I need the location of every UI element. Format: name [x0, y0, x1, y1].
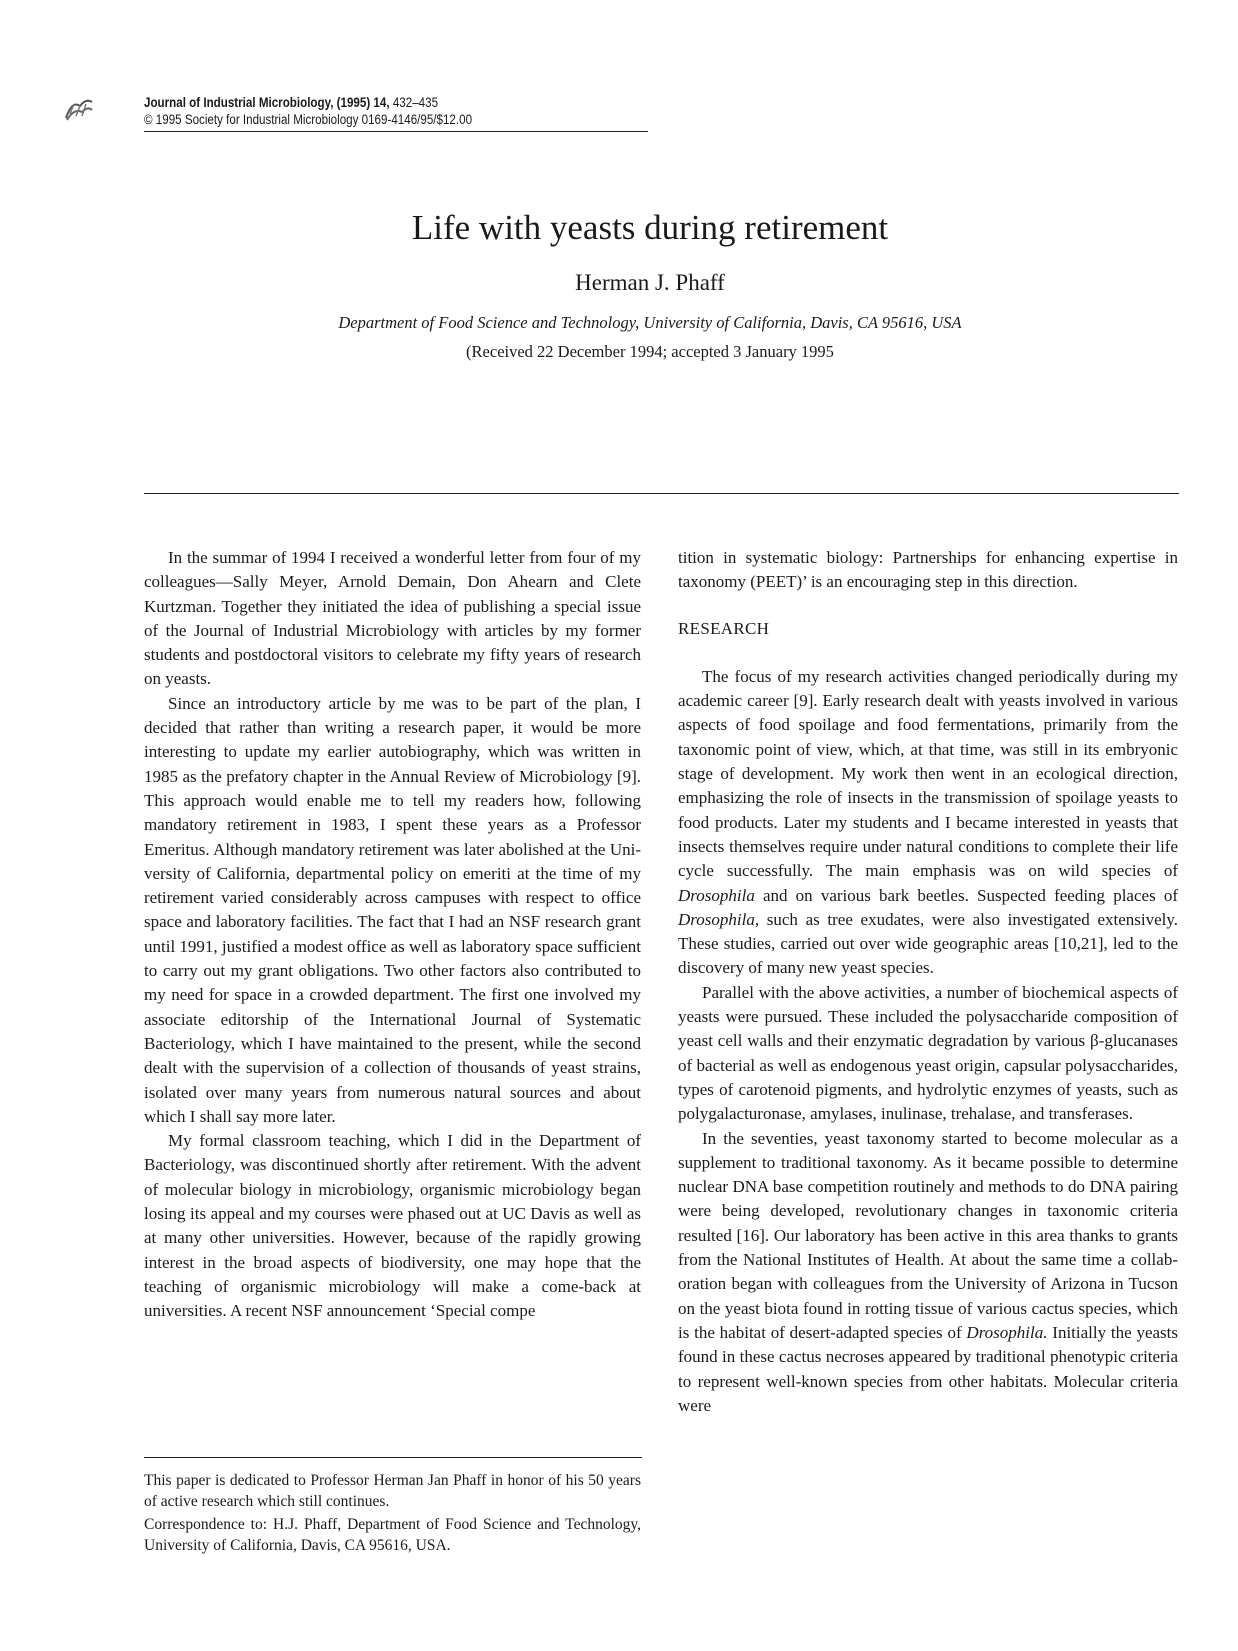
received-dates: (Received 22 December 1994; accepted 3 January 1995: [466, 342, 834, 361]
footnotes: [144, 1470, 641, 1558]
dedication-note: This paper is dedicated to Professor Herman Jan Phaff in honor of his 50 years of active research which still continues.: [144, 1472, 641, 1510]
copyright-line: © 1995 Society for Industrial Microbiology 0169-4146/95/$12.00: [144, 112, 473, 127]
text-run: and on various bark beetles. Suspected feeding places of: [762, 885, 1178, 905]
paragraph: My formal classroom teaching, which I did in the Department of Bacteriology, was discontinued shortly after retirement. With the advent of molecular biology in microbiology, organismic microbiology began losing its appeal and my courses were phased out at UC Davis as well as at many other universities. However, because of the rapidly growing interest in the broad aspects of biodiversity, one may hope that the teaching of organismic microbiology will make a come-back at universities. A recent NSF announcement ‘Special compe: [144, 1131, 641, 1321]
text-run: The focus of my research activities changed periodically during my academic career [9]. Early research dealt with yeasts involved in various aspects of food spoilage and food fermentations, primarily from the taxonomic point of view, which, at that time, was still in its embryonic stage of development. My work then went in an ecological direction, emphasizing the role of insects in the transmission of spoilage yeasts to food products. Later my students and I became interested in yeasts that insects themselves require under natural conditions to complete their life cycle successfully. The main emphasis was on wild species of: [678, 666, 1178, 881]
right-column: [678, 546, 1178, 1418]
text-run: Initially the yeasts found in these cactus necroses appeared by traditional phenotypic criteria to represent well-known species from other habitats. Molecular criteria were: [678, 1322, 1179, 1415]
section-heading: RESEARCH: [678, 618, 770, 638]
italic-text: Drosophila.: [966, 1322, 1048, 1342]
journal-logo-icon: [64, 96, 94, 122]
paragraph: In the summar of 1994 I received a wonderful letter from four of my colleagues—Sally Meyer, Arnold Demain, Don Ahearn and Clete Kurtzman. Together they initiated the idea of publishing a special issue of the Journal of Industrial Microbiology with articles by my former students and postdoctoral visitors to celebrate my fifty years of research on yeasts.: [144, 548, 641, 689]
paragraph: Since an introductory article by me was to be part of the plan, I decided that rather than writing a research paper, it would be more interesting to update my earlier autobiography, which was written in 1985 as the prefatory chapter in the Annual Review of Microbiology [9]. This approach would enable me to tell my readers how, following mandatory retirement in 1983, I spent these years as a Professor Emeritus. Although mandatory retirement was later abolished at the University of California, departmental policy on emeriti at the time of my retirement varied considerably across campuses with respect to office space and laboratory facilities. The fact that I had an NSF research grant until 1991, justified a modest office as well as laboratory space sufficient to carry out my grant obligations. Two other factors also contributed to my need for space in a crowded department. The first one involved my associate editorship of the International Journal of Systematic Bacteriology, which I have maintained to the present, while the second dealt with the supervision of a collection of thousands of yeast strains, isolated over many years from numerous natural sources and about which I shall say more later.: [144, 693, 641, 1126]
article-author: Herman J. Phaff: [575, 270, 725, 295]
paragraph: [678, 1127, 1178, 1419]
text-run: such as tree exudates, were also investigated extensively. These studies, carried out over wide geographic areas [10,21], led to the discovery of many new yeast species.: [678, 909, 1179, 978]
article-title: Life with yeasts during retirement: [411, 208, 889, 247]
journal-header: [144, 94, 648, 132]
footnote-divider: [144, 1457, 642, 1458]
left-column: [144, 546, 641, 1324]
author-affiliation: Department of Food Science and Technology, University of California, Davis, CA 95616, USA: [338, 313, 962, 332]
text-run: In the seventies, yeast taxonomy started to become molecular as a supplement to traditional taxonomy. As it became possible to determine nuclear DNA base competition routinely and methods to do DNA pairing were being developed, revolutionary changes in taxonomic criteria resulted [16]. Our laboratory has been active in this area thanks to grants from the National Institutes of Health. At about the same time a collaboration began with colleagues from the University of Arizona in Tucson on the yeast biota found in rotting tissue of various cactus species, which is the habitat of desert-adapted species of: [678, 1128, 1178, 1342]
italic-text: Drosophila: [678, 885, 755, 905]
journal-pages: 432–435: [392, 95, 439, 110]
italic-text: Drosophila,: [678, 909, 760, 929]
paragraph: [678, 665, 1178, 981]
paragraph-continued: tition in systematic biology: Partnerships for enhancing expertise in taxonomy (PEET)’ is an encouraging step in this direction.: [678, 548, 1178, 592]
correspondence-note: Correspondence to: H.J. Phaff, Department of Food Science and Technology, University of California, Davis, CA 95616, USA.: [144, 1516, 641, 1554]
journal-citation: Journal of Industrial Microbiology, (1995) 14,: [144, 95, 390, 110]
paragraph: Parallel with the above activities, a number of biochemical aspects of yeasts were pursued. These included the polysaccharide composition of yeast cell walls and their enzymatic degradation by various β-glucanases of bacterial as well as endogenous yeast origin, capsular polysaccharides, types of carotenoid pigments, and hydrolytic enzymes of yeasts, such as polygalacturonase, amylases, inulinase, trehalase, and transferases.: [678, 982, 1178, 1124]
title-divider: [144, 493, 1179, 494]
